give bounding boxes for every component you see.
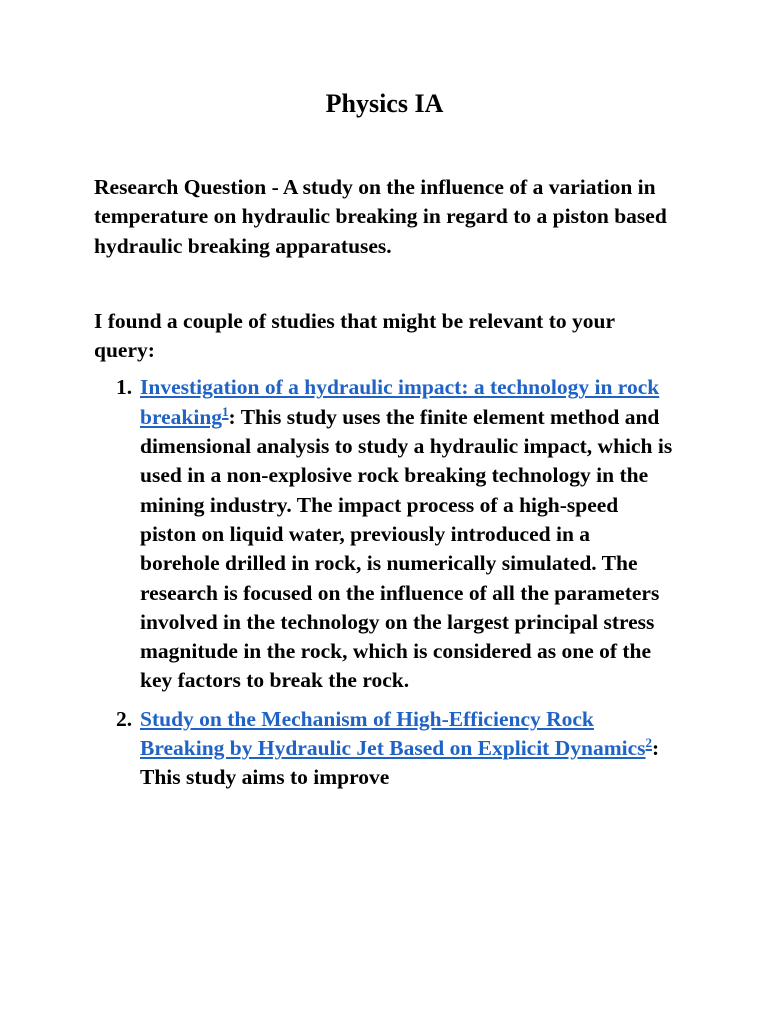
list-item-study-1 xyxy=(116,373,675,695)
study-description-1: : This study uses the finite element method and dimensional analysis to study a hydraulic impact, which is used in a non-explosive rock breaking technology in the mining industry. The impact process of a high-speed piston on liquid water, previously introduced in a borehole drilled in rock, is numerically simulated. The research is focused on the influence of all the parameters involved in the technology on the largest principal stress magnitude in the rock, which is considered as one of the key factors to break the rock. xyxy=(140,404,673,693)
page-title: Physics IA xyxy=(325,89,444,118)
list-number: 2. xyxy=(116,706,133,731)
footnote-ref-2[interactable]: 2 xyxy=(645,734,652,750)
study-link-1[interactable]: Investigation of a hydraulic impact: a technology in rock breaking xyxy=(140,375,660,429)
list-item-study-2 xyxy=(116,705,675,793)
intro-paragraph: I found a couple of studies that might be relevant to your query: xyxy=(94,308,615,363)
list-number: 1. xyxy=(116,375,133,400)
study-link-2[interactable]: Study on the Mechanism of High-Efficiency Rock Breaking by Hydraulic Jet Based on Explicit Dynamics xyxy=(140,706,646,761)
footnote-ref-1[interactable]: 1 xyxy=(222,403,229,419)
study-description-2: : This study aims to improve xyxy=(140,736,660,790)
research-question: Research Question - A study on the influence of a variation in temperature on hydraulic breaking in regard to a piston based hydraulic breaking apparatuses. xyxy=(94,175,667,258)
study-list xyxy=(94,373,675,792)
